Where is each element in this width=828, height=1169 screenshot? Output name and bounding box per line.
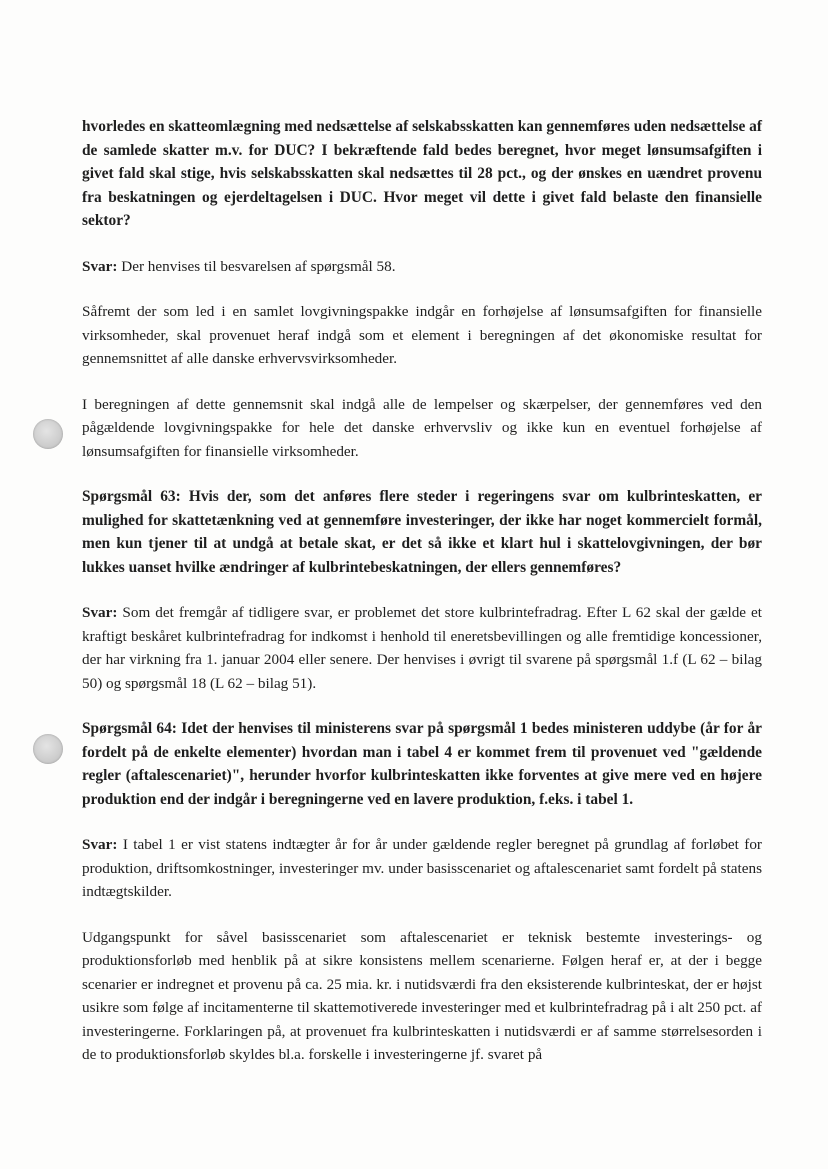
question-64: Spørgsmål 64: Idet der henvises til ministerens svar på spørgsmål 1 bedes ministeren uddybe (år for år fordelt på de enkelte elementer) hvordan man i tabel 4 er kommet frem til provenuet ved "gældende regler (aftalescenariet)", herunder hvorfor kulbrinteskatten ikke forventes at give mere ved en højere produktion end der indgår i beregningerne ved en lavere produktion, f.eks. i tabel 1. [82,720,762,808]
answer-63 [82,601,762,695]
answer-text: I tabel 1 er vist statens indtægter år for år under gældende regler beregnet på grundlag af forløbet for produktion, driftsomkostninger, investeringer mv. under basisscenariet og aftalescenariet samt fordelt på statens indtægtskilder. [82,836,762,900]
answer-text: Som det fremgår af tidligere svar, er problemet det store kulbrintefradrag. Efter L 62 skal der gælde et kraftigt beskåret kulbrintefradrag for indkomst i henhold til eneretsbevillingen og alle fremtidige koncessioner, der har virkning fra 1. januar 2004 eller senere. Der henvises i øvrigt til svarene på spørgsmål 1.f (L 62 – bilag 50) og spørgsmål 18 (L 62 – bilag 51). [82,604,762,692]
punch-hole-top [33,419,63,449]
answer-text: Der henvises til besvarelsen af spørgsmål 58. [117,257,396,275]
punch-hole-bottom [33,734,63,764]
question-62-continuation: hvorledes en skatteomlægning med nedsættelse af selskabsskatten kan gennemføres uden nedsættelse af de samlede skatter m.v. for DUC? I bekræftende fald bedes beregnet, hvor meget lønsumsafgiften i givet fald skal stige, hvis selskabsskatten skal nedsættes til 28 pct., og der ønskes en uændret provenu fra beskatningen og ejerdeltagelsen i DUC. Hvor meget vil dette i givet fald belaste den finansielle sektor? [82,118,762,229]
answer-label: Svar: [82,604,118,621]
answer-64-paragraph-1 [82,833,762,904]
question-63: Spørgsmål 63: Hvis der, som det anføres flere steder i regeringens svar om kulbrinteskatten, er mulighed for skattetænkning ved at gennemføre investeringer, der ikke har noget kommercielt formål, men kun tjener til at undgå at betale skat, er det så ikke et klart hul i skattelovgivningen, der bør lukkes uanset hvilke ændringer af kulbrintebeskatningen, der ellers gennemføres? [82,488,762,576]
answer-label: Svar: [82,257,118,275]
answer-label: Svar: [82,836,118,853]
answer-64-paragraph-2: Udgangspunkt for såvel basisscenariet som aftalescenariet er teknisk bestemte investerings- og produktionsforløb med henblik på at sikre konsistens mellem scenarierne. Følgen heraf er, at der i begge scenarier er indregnet et provenu på ca. 25 mia. kr. i nutidsværdi fra den eksisterende kulbrinteskat, der er højst usikre som følge af incitamenterne til skattemotiverede investeringer med et kulbrintefradrag på i alt 250 pct. af investeringerne. Forklaringen på, at provenuet fra kulbrinteskatten i nutidsværdi er af samme størrelsesorden i de to produktionsforløb skyldes bl.a. forskelle i investeringerne jf. svaret på [82,928,762,1063]
answer-62-paragraph-2: Såfremt der som led i en samlet lovgivningspakke indgår en forhøjelse af lønsumsafgiften for finansielle virksomheder, skal provenuet heraf indgå som et element i beregningen af det økonomiske resultat for gennemsnittet af alle danske erhvervsvirksomheder. [82,303,762,367]
answer-62-paragraph-1 [82,255,762,279]
answer-62-paragraph-3: I beregningen af dette gennemsnit skal indgå alle de lempelser og skærpelser, der gennemføres ved den pågældende lovgivningspakke for hele det danske erhvervsliv og ikke kun en eventuel forhøjelse af lønsumsafgiften for finansielle virksomheder. [82,395,762,460]
document-body [82,115,762,1067]
